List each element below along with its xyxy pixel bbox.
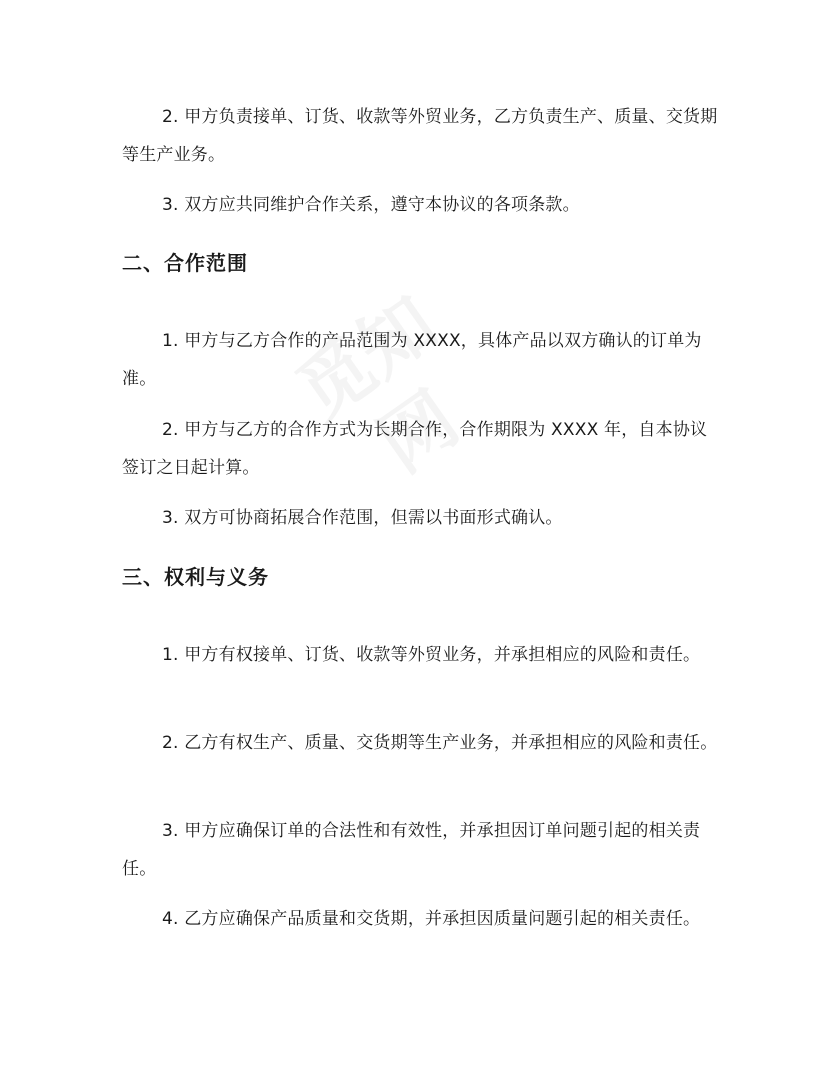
intro-paragraph-3: 3. 双方应共同维护合作关系，遵守本协议的各项条款。 [162,195,580,215]
rights-paragraph-3: 3. 甲方应确保订单的合法性和有效性，并承担因订单问题引起的相关责任。 [122,821,701,879]
rights-paragraph-4: 4. 乙方应确保产品质量和交货期，并承担因质量问题引起的相关责任。 [162,909,701,929]
section-heading-rights: 三、权利与义务 [122,565,269,589]
rights-paragraph-2: 2. 乙方有权生产、质量、交货期等生产业务，并承担相应的风险和责任。 [162,733,718,753]
rights-paragraph-1: 1. 甲方有权接单、订货、收款等外贸业务，并承担相应的风险和责任。 [162,645,701,665]
scope-paragraph-2: 2. 甲方与乙方的合作方式为长期合作，合作期限为 XXXX 年，自本协议签订之日起计算。 [122,420,708,478]
intro-paragraph-2: 2. 甲方负责接单、订货、收款等外贸业务，乙方负责生产、质量、交货期等生产业务。 [122,107,718,165]
scope-paragraph-1: 1. 甲方与乙方合作的产品范围为 XXXX，具体产品以双方确认的订单为准。 [122,331,702,389]
section-heading-scope: 二、合作范围 [122,251,248,275]
scope-paragraph-3: 3. 双方可协商拓展合作范围，但需以书面形式确认。 [162,508,563,528]
